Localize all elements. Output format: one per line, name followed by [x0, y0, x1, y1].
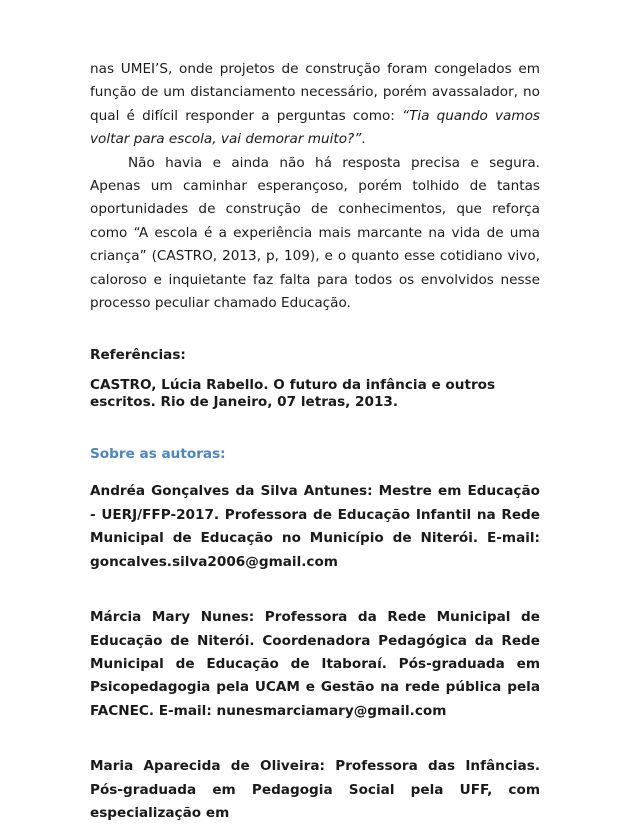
- body-paragraph-1: [90, 58, 540, 152]
- author-bio-2: Márcia Mary Nunes: Professora da Rede Municipal de Educação de Niterói. Coordenadora Pedagógica da Rede Municipal de Educação de Itaboraí. Pós-graduada em Psicopedagogia pela UCAM e Gestão na rede pública pela FACNEC. E-mail: nunesmarciamary@gmail.com: [90, 609, 540, 719]
- references-heading: Referências:: [90, 347, 186, 364]
- paragraph-1-quote: “Tia quando vamos voltar para escola, vai demorar muito?”: [90, 107, 540, 148]
- author-bio-3: Maria Aparecida de Oliveira: Professora das Infâncias. Pós-graduada em Pedagogia Social pela UFF, com especialização em: [90, 758, 540, 821]
- document-page: [90, 58, 540, 825]
- reference-item: CASTRO, Lúcia Rabello. O futuro da infância e outros escritos. Rio de Janeiro, 07 letras, 2013.: [90, 377, 496, 411]
- body-paragraph-2: Não havia e ainda não há resposta precisa e segura. Apenas um caminhar esperançoso, porém tolhido de tantas oportunidades de construção de conhecimentos, que reforça como “A escola é a experiência mais marcante na vida de uma criança” (CASTRO, 2013, p, 109), e o quanto esse cotidiano vivo, caloroso e inquietante faz falta para todos os envolvidos nesse processo peculiar chamado Educação.: [90, 154, 540, 312]
- authors-heading: Sobre as autoras:: [90, 446, 226, 463]
- paragraph-1-text: nas UMEI’S, onde projetos de construção foram congelados em função de um distanciamento necessário, porém avassalador, no qual é difícil responder a perguntas como:: [90, 61, 540, 124]
- author-bio-1: Andréa Gonçalves da Silva Antunes: Mestre em Educação - UERJ/FFP-2017. Professora de Educação Infantil na Rede Municipal de Educação no Município de Niterói. E-mail: goncalves.silva2006@gmail.com: [90, 483, 540, 570]
- paragraph-1-end: .: [361, 131, 366, 148]
